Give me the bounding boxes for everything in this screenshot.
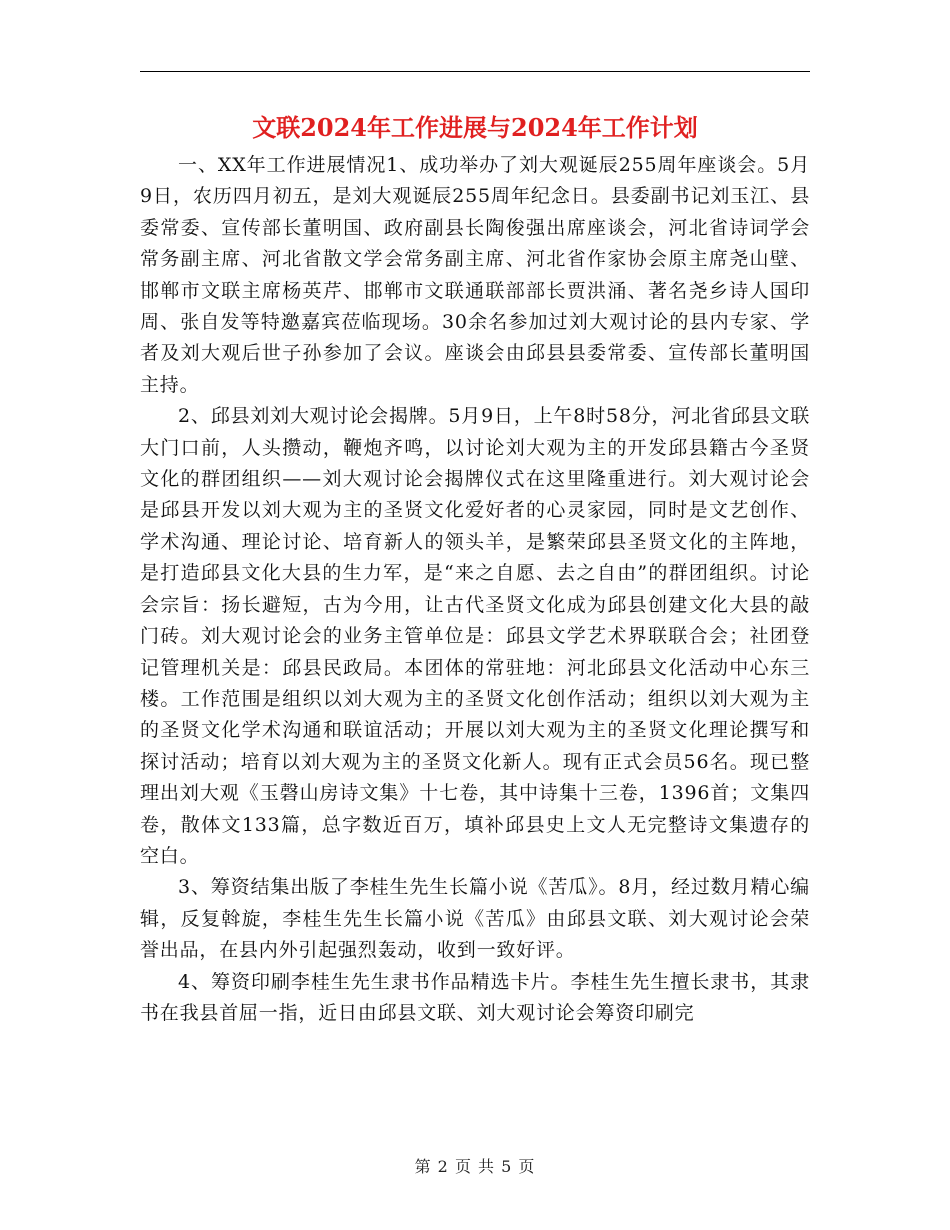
- paragraph-1: 一、XX年工作进展情况1、成功举办了刘大观诞辰255周年座谈会。5月9日，农历四月初五，是刘大观诞辰255周年纪念日。县委副书记刘玉江、县委常委、宣传部长董明国、政府副县长陶俊强出席座谈会，河北省诗词学会常务副主席、河北省散文学会常务副主席、河北省作家协会原主席尧山壁、邯郸市文联主席杨英芹、邯郸市文联通联部部长贾洪涌、著名尧乡诗人国印周、张自发等特邀嘉宾莅临现场。30余名参加过刘大观讨论的县内专家、学者及刘大观后世子孙参加了会议。座谈会由邱县县委常委、宣传部长董明国主持。: [140, 154, 810, 396]
- document-title: 文联2024年工作进展与2024年工作计划: [252, 113, 698, 142]
- page-number: 第 2 页 共 5 页: [414, 1157, 536, 1176]
- paragraph-2: 2、邱县刘刘大观讨论会揭牌。5月9日，上午8时58分，河北省邱县文联大门口前，人头攒动，鞭炮齐鸣，以讨论刘大观为主的开发邱县籍古今圣贤文化的群团组织——刘大观讨论会揭牌仪式在这里隆重进行。刘大观讨论会是邱县开发以刘大观为主的圣贤文化爱好者的心灵家园，同时是文艺创作、学术沟通、理论讨论、培育新人的领头羊，是繁荣邱县圣贤文化的主阵地，是打造邱县文化大县的生力军，是“来之自愿、去之自由”的群团组织。讨论会宗旨：扬长避短，古为今用，让古代圣贤文化成为邱县创建文化大县的敲门砖。刘大观讨论会的业务主管单位是：邱县文学艺术界联联合会；社团登记管理机关是：邱县民政局。本团体的常驻地：河北邱县文化活动中心东三楼。工作范围是组织以刘大观为主的圣贤文化创作活动；组织以刘大观为主的圣贤文化学术沟通和联谊活动；开展以刘大观为主的圣贤文化理论撰写和探讨活动；培育以刘大观为主的圣贤文化新人。现有正式会员56名。现已整理出刘大观《玉磬山房诗文集》十七卷，其中诗集十三卷，1396首；文集四卷，散体文133篇，总字数近百万，填补邱县史上文人无完整诗文集遗存的空白。: [140, 405, 810, 867]
- document-body: [140, 150, 810, 1029]
- paragraph-3: 3、筹资结集出版了李桂生先生长篇小说《苦瓜》。8月，经过数月精心编辑，反复斡旋，李桂生先生长篇小说《苦瓜》由邱县文联、刘大观讨论会荣誉出品，在县内外引起强烈轰动，收到一致好评。: [140, 876, 810, 962]
- header-rule: [140, 71, 810, 72]
- paragraph-4: 4、筹资印刷李桂生先生隶书作品精选卡片。李桂生先生擅长隶书，其隶书在我县首屈一指，近日由邱县文联、刘大观讨论会筹资印刷完: [140, 970, 810, 1024]
